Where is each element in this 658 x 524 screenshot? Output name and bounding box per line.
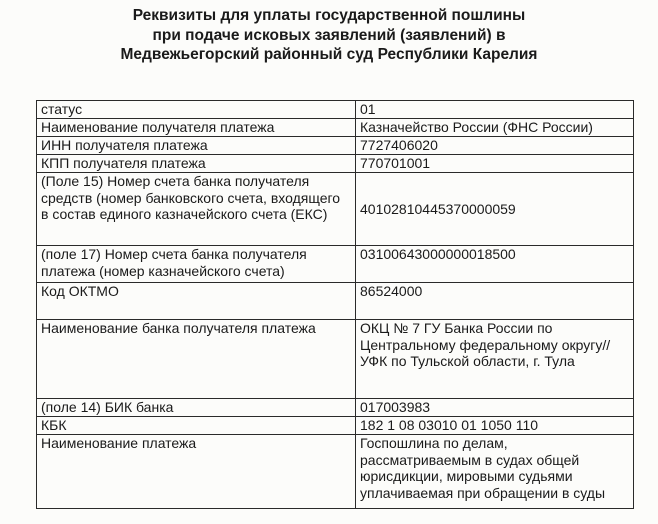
table-row	[37, 246, 634, 283]
row-label-inn: ИНН получателя платежа	[37, 137, 356, 155]
table-row	[37, 101, 634, 119]
row-label-status: статус	[37, 101, 356, 119]
row-value-field15-account: 40102810445370000059	[356, 173, 634, 246]
row-value-inn: 7727406020	[356, 137, 634, 155]
row-label-recipient-name: Наименование получателя платежа	[37, 119, 356, 137]
table-row	[37, 283, 634, 320]
table-row	[37, 435, 634, 509]
row-value-kbk: 182 1 08 03010 01 1050 110	[356, 417, 634, 435]
title-line-3: Медвежьегорский районный суд Республики Карелия	[120, 46, 538, 63]
table-row	[37, 119, 634, 137]
table-row	[37, 399, 634, 417]
row-value-field17-account: 03100643000000018500	[356, 246, 634, 283]
row-value-bik: 017003983	[356, 399, 634, 417]
document-title	[0, 6, 658, 65]
row-label-field17-account: (поле 17) Номер счета банка получателя платежа (номер казначейского счета)	[37, 246, 356, 283]
table-row	[37, 173, 634, 246]
row-value-bank-name: ОКЦ № 7 ГУ Банка России по Центральному федеральному округу//УФК по Тульской области, г. Тула	[356, 320, 634, 399]
table-row	[37, 417, 634, 435]
requisites-table	[36, 100, 634, 509]
row-value-recipient-name: Казначейство России (ФНС России)	[356, 119, 634, 137]
row-value-oktmo: 86524000	[356, 283, 634, 320]
table-row	[37, 155, 634, 173]
row-label-oktmo: Код ОКТМО	[37, 283, 356, 320]
row-label-bik: (поле 14) БИК банка	[37, 399, 356, 417]
table-row	[37, 137, 634, 155]
row-value-kpp: 770701001	[356, 155, 634, 173]
title-line-2: при подаче исковых заявлений (заявлений) в	[152, 26, 506, 44]
row-label-payment-name: Наименование платежа	[37, 435, 356, 509]
row-value-payment-name: Госпошлина по делам, рассматриваемым в судах общей юрисдикции, мировыми судьями уплачиваемая при обращении в суды	[356, 435, 634, 509]
row-label-kpp: КПП получателя платежа	[37, 155, 356, 173]
row-label-field15-account: (Поле 15) Номер счета банка получателя средств (номер банковского счета, входящего в состав единого казначейского счета (ЕКС)	[37, 173, 356, 246]
row-label-kbk: КБК	[37, 417, 356, 435]
row-value-status: 01	[356, 101, 634, 119]
row-label-bank-name: Наименование банка получателя платежа	[37, 320, 356, 399]
title-line-1: Реквизиты для уплаты государственной пошлины	[132, 7, 526, 24]
table-row	[37, 320, 634, 399]
